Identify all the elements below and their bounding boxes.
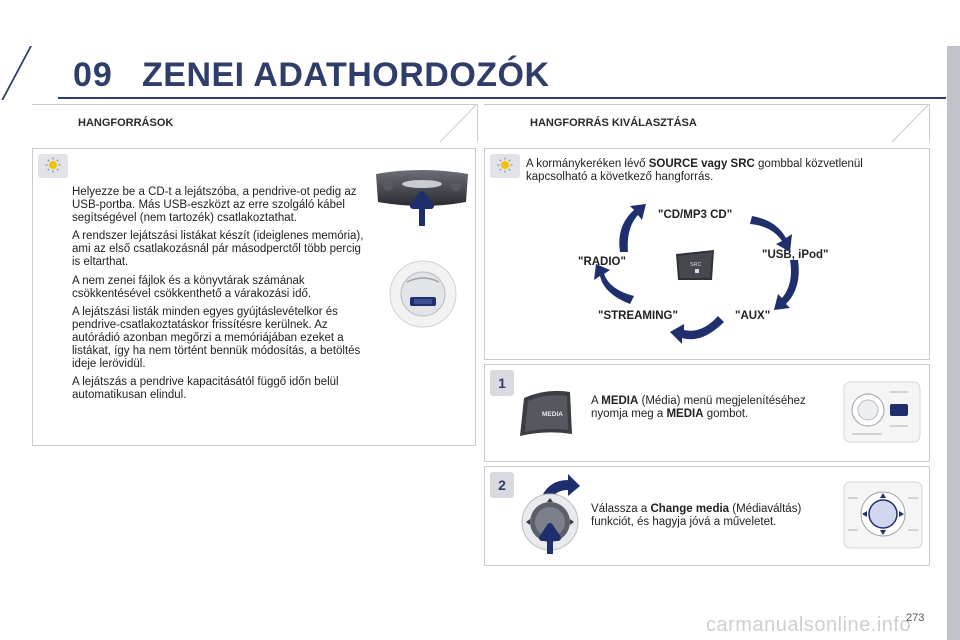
source-streaming: "STREAMING" xyxy=(598,310,678,322)
side-tab-bar xyxy=(947,46,960,640)
source-cd: "CD/MP3 CD" xyxy=(658,209,733,221)
header-slant-line xyxy=(1,46,32,100)
intro-text-pre: A kormánykeréken lévő xyxy=(526,158,649,170)
step-2-text xyxy=(591,503,831,529)
media-button-label: MEDIA xyxy=(542,411,563,418)
intro-text-post: gombbal közvetlenül kapcsolható a következő hangforrás. xyxy=(526,158,863,183)
step-1-bold-2: MEDIA xyxy=(666,408,704,420)
src-button-illustration xyxy=(672,248,718,284)
step-2-text-pre: Válassza a xyxy=(591,503,651,515)
step-2-text-post: (Médiaváltás) funkciót, és hagyja jóvá a műveletet. xyxy=(591,503,802,528)
step-1-text-post: gombot. xyxy=(703,408,749,420)
page-number: 273 xyxy=(906,612,925,624)
heading-slant-right xyxy=(888,104,932,144)
paragraph: A rendszer lejátszási listákat készít (ideiglenes memória), ami az első csatlakozásnál pár másodperctől több percig is eltarthat. xyxy=(72,230,364,268)
intro-text-bold: SOURCE vagy SRC xyxy=(648,158,755,170)
info-lightbulb-icon xyxy=(38,154,68,178)
step-1-text xyxy=(591,395,831,421)
control-panel-media-illustration xyxy=(842,378,922,446)
heading-slant-left xyxy=(436,104,480,144)
header-rule xyxy=(58,97,946,99)
media-button-illustration xyxy=(516,386,576,442)
source-usb: "USB, iPod" xyxy=(762,249,829,261)
paragraph: Helyezze be a CD-t a lejátszóba, a pendrive-ot pedig az USB-portba. Más USB-eszközt az erre szolgáló kábel segítségével (nem tartozék) csatlakoztathat. xyxy=(72,186,357,224)
cd-player-illustration xyxy=(372,160,472,234)
step-1-bold-1: MEDIA xyxy=(601,395,639,407)
sources-text xyxy=(72,186,368,408)
step-2-bold-1: Change media xyxy=(650,503,730,515)
usb-port-illustration xyxy=(388,256,458,332)
section-heading-sources-label: HANGFORRÁSOK xyxy=(78,117,174,129)
watermark: carmanualsonline.info xyxy=(706,614,912,636)
source-radio: "RADIO" xyxy=(578,256,626,268)
src-button-label: SRC xyxy=(690,262,702,268)
step-1-text-mid: (Média) menü megjelenítéséhez nyomja meg a xyxy=(591,395,806,420)
section-heading-select-source xyxy=(484,104,930,142)
step-2-badge: 2 xyxy=(490,472,514,498)
paragraph: A lejátszás a pendrive kapacitásától függő időn belül automatikusan elindul. xyxy=(72,376,339,402)
control-panel-knob-illustration xyxy=(842,478,924,554)
paragraph: A lejátszási listák minden egyes gyújtáslevételkor és pendrive-csatlakoztatáskor frissítésre kerülnek. Az autórádió azonban megőrzi a memóriájában ezeket a listákat, így ha nem történt bennük módosítás, a betöltés ideje lerövidül. xyxy=(72,306,361,370)
chapter-number: 09 xyxy=(73,56,113,94)
section-heading-select-source-label: HANGFORRÁS KIVÁLASZTÁSA xyxy=(530,117,697,129)
step-1-badge: 1 xyxy=(490,370,514,396)
source-aux: "AUX" xyxy=(735,310,771,322)
section-heading-sources xyxy=(32,104,478,142)
info-lightbulb-icon xyxy=(490,154,520,178)
paragraph: A nem zenei fájlok és a könyvtárak számának csökkentésével csökkenthető a várakozási idő. xyxy=(72,274,312,300)
source-select-intro xyxy=(526,158,926,184)
step-1-text-pre: A xyxy=(591,395,602,407)
chapter-title: ZENEI ADATHORDOZÓK xyxy=(142,56,550,94)
rotary-knob-illustration xyxy=(516,472,586,556)
